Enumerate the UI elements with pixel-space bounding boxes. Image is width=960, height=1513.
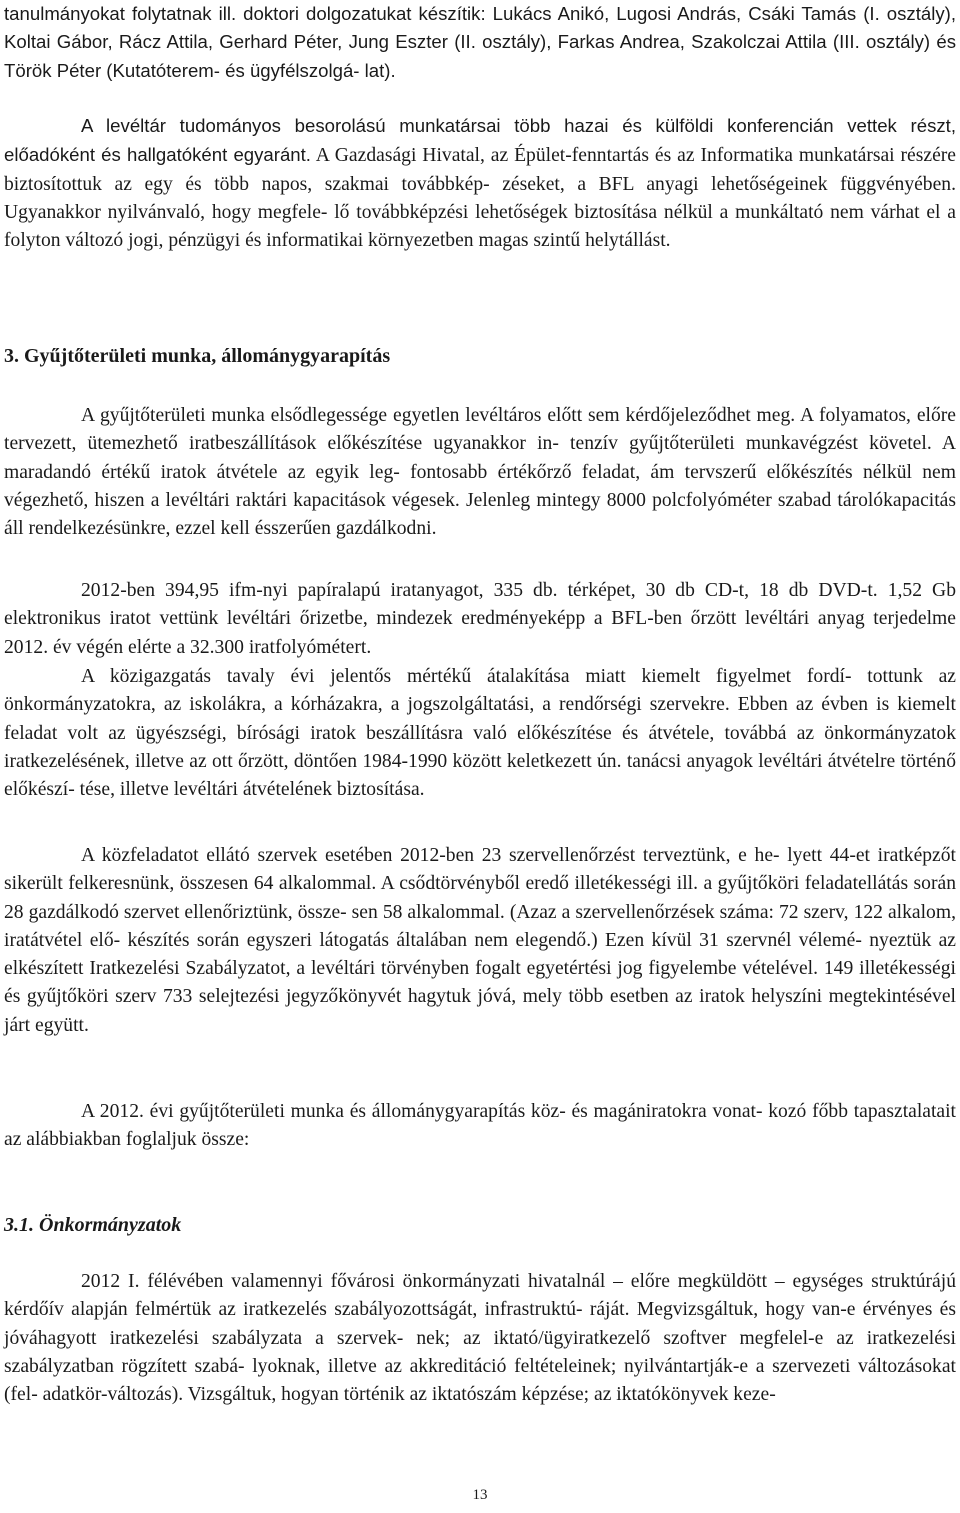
- paragraph-staff-studies: tanulmányokat folytatnak ill. doktori dolgozatukat készítik: Lukács Anikó, Lugosi András, Csáki Tamás (I. osztály), Koltai Gábor, Rácz Attila, Gerhard Péter, Jung Eszter (II. osztály), Farkas Andrea, Szakolczai Attila (III. osztály) és Török Péter (Kutatóterem- és ügyfélszolgá- lat).: [4, 3, 956, 81]
- section-heading-3: 3. Gyűjtőterületi munka, állománygyarapítás: [4, 345, 391, 367]
- paragraph-2012-acquisition: 2012-ben 394,95 ifm-nyi papíralapú iratanyagot, 335 db. térképet, 30 db CD-t, 18 db DVD-t. 1,52 Gb elektronikus iratot vettünk levéltári őrizetbe, mindezek eredményeképp a BFL-ben őrzött levéltári anyag terjedelme 2012. év végén elérte a 32.300 iratfolyómétert.: [4, 580, 956, 658]
- paragraph-municipalities: 2012 I. félévében valamennyi fővárosi önkormányzati hivatalnál – előre megküldött – egységes struktúrájú kérdőív alapján felmértük az iratkezelés szabályozottságát, infrastruktú- ráját. Megvizsgáltuk, hogy van-e érvényes és jóváhagyott iratkezelési szabályzata a szervek- nek; az iktató/ügyiratkezelő szoftver megfelel-e az iratkezelési szabályzatban rögzített szabá- lyoknak, illetve az akkreditáció feltételeinek; nyilvántartják-e a szervezeti változásokat (fel- adatkör-változás). Vizsgáltuk, hogyan történik az iktatószám képzése; az iktatókönyvek keze-: [4, 1271, 956, 1406]
- paragraph-conferences: [4, 112, 956, 255]
- page-number: 13: [472, 1487, 488, 1503]
- paragraph-training: A Gazdasági Hivatal, az Épület-fenntartás és az Informatika munkatársai részére biztosítottuk az egy és több napos, szakmai továbbkép- zéseket, a BFL anyagi lehetőségeinek függvényében. Ugyanakkor nyilvánvaló, hogy megfele- lő továbbképzési lehetőségek biztosítása nélkül a munkáltató nem várhat el a folyton változó jogi, pénzügyi és informatikai környezetben magas szintű helytállást.: [4, 145, 956, 252]
- paragraph-collection-priority: A gyűjtőterületi munka elsődlegessége egyetlen levéltáros előtt sem kérdőjeleződhet meg. A folyamatos, előre tervezett, ütemezhető iratbeszállítások előkészítése ugyanakkor in- tenzív gyűjtőterületi munkavégzést követel. A maradandó értékű iratok átvétele az egyik leg- fontosabb értékőrző feladat, ám tervszerű előkészítés nélkül nem végezhető, hiszen a levéltári raktári kapacitások végesek. Jelenleg mintegy 8000 polcfolyóméter szabad tárolókapacitás áll rendelkezésünkre, ezzel kell ésszerűen gazdálkodni.: [4, 405, 956, 540]
- paragraph-public-administration: A közigazgatás tavaly évi jelentős mértékű átalakítása miatt kiemelt figyelmet fordí- tottunk az önkormányzatokra, az iskolákra, a kórházakra, a jogszolgáltatási, a rendőrségi szervekre. Ebben az évben is kiemelt feladat volt az ügyészségi, bírósági iratok beszállításra való előkészítése és átvétele, továbbá az önkormányzatok iratkezelésének, illetve az ott őrzött, döntően 1984-1990 között keletkezett ún. tanácsi anyagok levéltári átvételre történő előkészí- tése, illetve levéltári átvételének biztosítása.: [4, 666, 956, 801]
- paragraph-conferences-sans: A levéltár tudományos besorolású munkatársai több hazai és külföldi konferencián vettek részt, előadóként és hallgatóként egyaránt.: [4, 115, 956, 166]
- section-heading-3-1: 3.1. Önkormányzatok: [4, 1214, 182, 1236]
- paragraph-summary-intro: A 2012. évi gyűjtőterületi munka és állománygyarapítás köz- és magániratokra vonat- kozó főbb tapasztalatait az alábbiakban foglaljuk össze:: [4, 1101, 956, 1151]
- paragraph-inspections: A közfeladatot ellátó szervek esetében 2012-ben 23 szervellenőrzést terveztünk, e he- lyett 44-et iratképzőt sikerült felkeresnünk, összesen 64 alkalommal. A csődtörvényből eredő illetékességi ill. a gyűjtőköri feladatellátás során 28 gazdálkodó szervet ellenőriztünk, össze- sen 58 alkalommal. (Azaz a szervellenőrzések száma: 72 szerv, 122 alkalom, iratátvétel elő- készítés során egyszeri látogatás általában nem elegendő.) Ezen kívül 31 szervnél vélemé- nyeztük az elkészített Iratkezelési Szabályzatot, a levéltári törvényben fogalt egyetértési jog figyelembe vételével. 149 illetékességi és gyűjtőköri szerv 733 selejtezési jegyzőkönyvét hagytuk jóvá, mely több esetben az iratok helyszíni megtekintésével járt együtt.: [4, 845, 956, 1036]
